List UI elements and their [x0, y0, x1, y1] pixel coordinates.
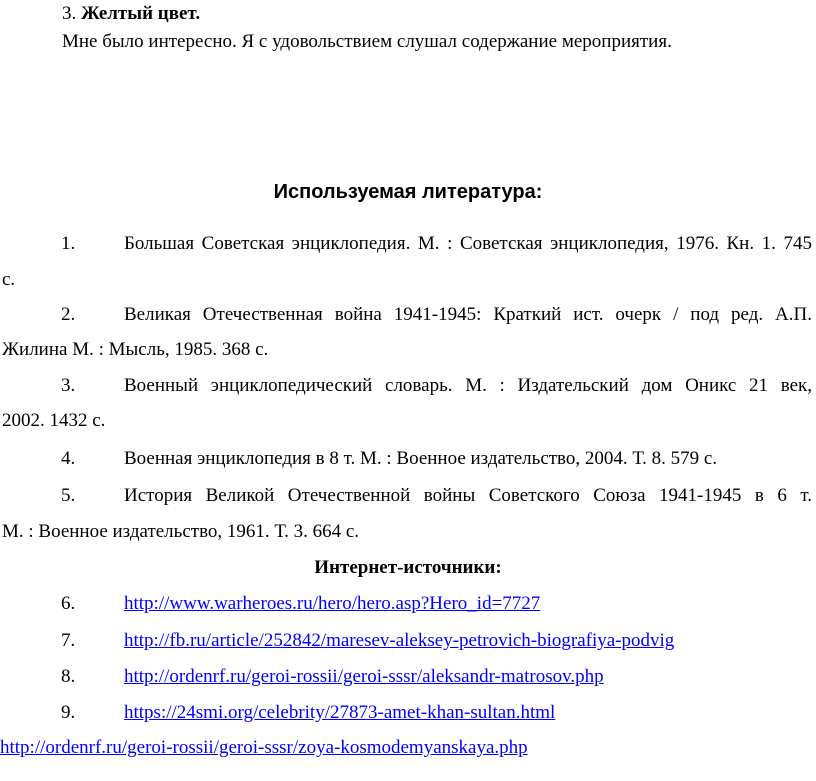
- intro-item-number: 3.: [62, 3, 77, 24]
- literature-item-text: Военный энциклопедический словарь. М. : Издательский дом Оникс 21 век,: [124, 375, 812, 396]
- literature-item-number: 5.: [61, 485, 76, 506]
- literature-heading: Используемая литература:: [273, 181, 543, 203]
- literature-item-number: 2.: [61, 304, 76, 325]
- internet-sources-heading: Интернет-источники:: [314, 557, 502, 578]
- literature-item-continuation: 2002. 1432 с.: [2, 410, 106, 431]
- internet-item-number: 9.: [61, 702, 76, 723]
- internet-item-number: 8.: [61, 666, 76, 687]
- literature-item-text: Великая Отечественная война 1941-1945: Краткий ист. очерк / под ред. А.П.: [124, 304, 812, 325]
- internet-link[interactable]: http://fb.ru/article/252842/maresev-aleksey-petrovich-biografiya-podvig: [124, 630, 675, 651]
- literature-item-continuation: с.: [2, 269, 16, 290]
- intro-feedback: Мне было интересно. Я с удовольствием слушал содержание мероприятия.: [62, 31, 672, 52]
- literature-item-text: Военная энциклопедия в 8 т. М. : Военное издательство, 2004. Т. 8. 579 с.: [124, 448, 718, 469]
- literature-item-number: 4.: [61, 448, 76, 469]
- internet-link[interactable]: http://ordenrf.ru/geroi-rossii/geroi-sssr/aleksandr-matrosov.php: [124, 666, 604, 687]
- internet-link[interactable]: http://www.warheroes.ru/hero/hero.asp?Hero_id=7727: [124, 593, 541, 614]
- internet-link[interactable]: https://24smi.org/celebrity/27873-amet-khan-sultan.html: [124, 702, 556, 723]
- intro-item-line: [62, 2, 200, 26]
- literature-item-number: 3.: [61, 375, 76, 396]
- internet-item-number: 6.: [61, 593, 76, 614]
- literature-item-text: История Великой Отечественной войны Советского Союза 1941-1945 в 6 т.: [124, 485, 812, 506]
- literature-item-continuation: Жилина М. : Мысль, 1985. 368 с.: [2, 339, 269, 360]
- literature-item-number: 1.: [61, 233, 76, 254]
- internet-item-number: 7.: [61, 630, 76, 651]
- internet-link-extra[interactable]: http://ordenrf.ru/geroi-rossii/geroi-sssr/zoya-kosmodemyanskaya.php: [0, 737, 528, 758]
- intro-item-title: Желтый цвет.: [81, 3, 201, 24]
- literature-item-continuation: М. : Военное издательство, 1961. Т. 3. 664 с.: [2, 521, 360, 542]
- literature-item-text: Большая Советская энциклопедия. М. : Советская энциклопедия, 1976. Кн. 1. 745: [124, 233, 812, 254]
